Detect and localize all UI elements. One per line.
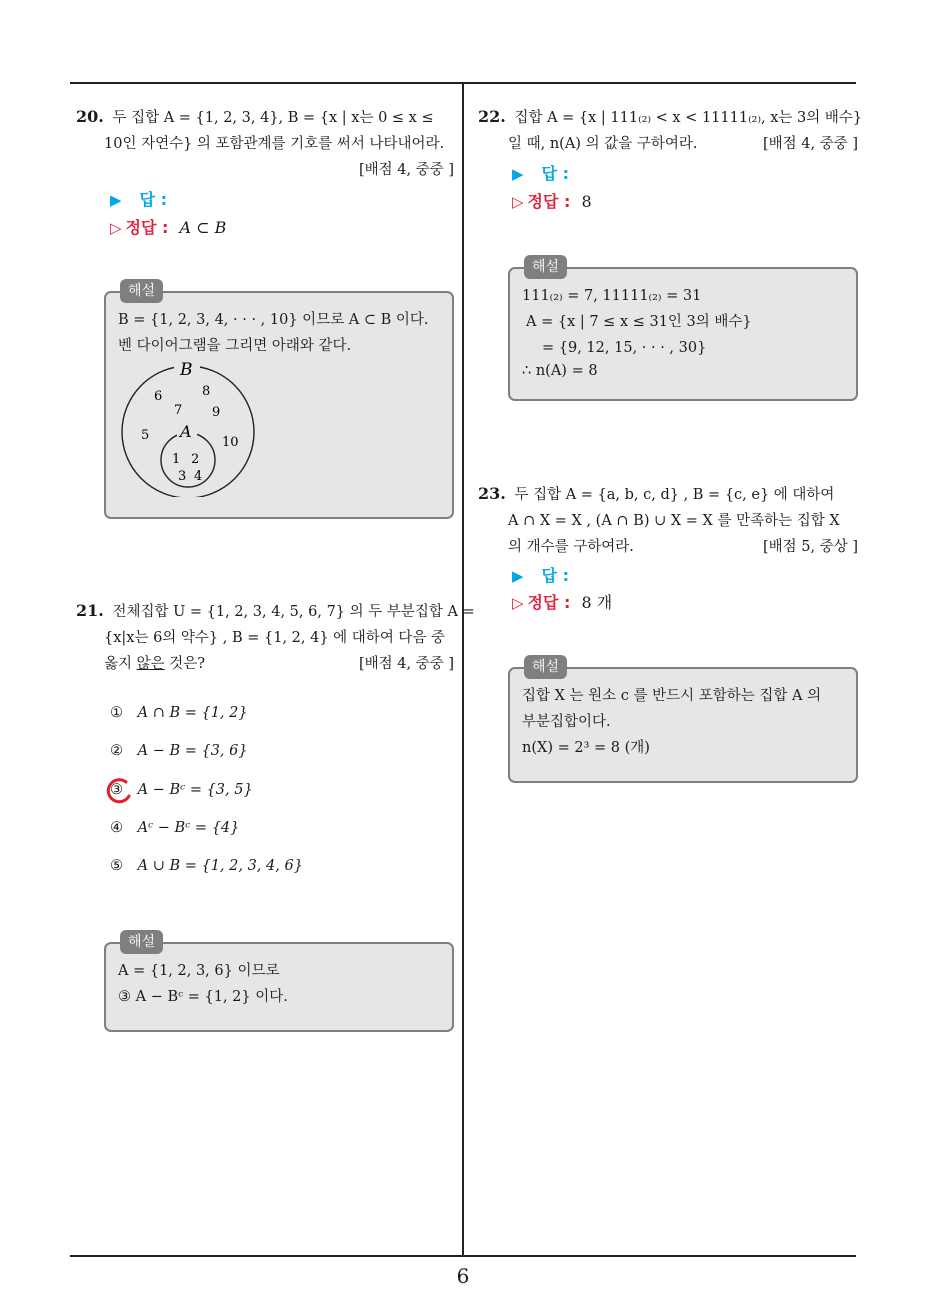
venn-element: 6 [154, 389, 163, 404]
choice-text: Aᶜ − Bᶜ = {4} [137, 820, 240, 836]
q23-exp-line1: 집합 X 는 원소 c 를 반드시 포함하는 집합 A 의 [522, 688, 822, 704]
q21-exp-line2: ③ A − Bᶜ = {1, 2} 이다. [118, 989, 288, 1005]
q21-exp-line1: A = {1, 2, 3, 6} 이므로 [118, 963, 280, 979]
q21-meta: [배점 4, 중중 ] [358, 656, 454, 672]
q23-exp-line3: n(X) = 2³ = 8 (개) [522, 740, 650, 756]
venn-element: 8 [202, 384, 211, 399]
q22-text-1: 집합 A = {x | 111₍₂₎ < x < 11111₍₂₎, x는 3의 배수} [514, 110, 863, 126]
explanation-tag: 해설 [120, 279, 163, 303]
q21-text-3-underlined: 않은 [136, 656, 165, 672]
choice-mark: ④ [110, 820, 123, 836]
q22-line2 [478, 131, 858, 157]
explanation-tag: 해설 [120, 930, 163, 954]
question-22 [478, 104, 863, 157]
choice-text: A − B = {3, 6} [137, 743, 248, 759]
page-number: 6 [456, 1264, 470, 1288]
answer-label: 답 : [541, 164, 569, 183]
correct-label: 정답 : [527, 593, 571, 612]
q21-line1 [76, 598, 475, 625]
q22-explanation-box [508, 259, 858, 401]
q20-text-2: 10인 자연수} 의 포함관계를 기호를 써서 나타내어라. [104, 136, 445, 152]
q21-number: 21. [76, 601, 104, 620]
q21-text-2: {x|x는 6의 약수} , B = {1, 2, 4} 에 대하여 다음 중 [104, 630, 446, 646]
explanation-tag: 해설 [524, 255, 567, 279]
venn-element: 10 [222, 435, 239, 450]
q21-choice-4[interactable] [110, 820, 239, 836]
play-triangle-icon: ▶ [512, 165, 524, 183]
q22-number: 22. [478, 107, 506, 126]
q23-correct-row [512, 589, 612, 617]
answer-label: 답 : [139, 190, 167, 209]
correct-label: 정답 : [125, 218, 169, 237]
q21-choice-1[interactable] [110, 705, 248, 721]
venn-label-a: A [180, 422, 192, 441]
outline-triangle-icon: ▷ [512, 193, 524, 211]
q23-number: 23. [478, 484, 506, 503]
choice-mark: ② [110, 743, 123, 759]
venn-element: 9 [212, 405, 221, 420]
question-23 [478, 481, 858, 560]
venn-element: 2 [191, 452, 200, 467]
choice-mark: ① [110, 705, 123, 721]
q21-text-3b: 것은? [164, 656, 206, 672]
q22-exp-line3: = {9, 12, 15, · · · , 30} [542, 340, 707, 356]
q23-meta: [배점 5, 중상 ] [762, 539, 858, 555]
q22-line1 [478, 104, 863, 131]
q20-correct-answer: A ⊂ B [179, 218, 227, 237]
q20-exp-line2: 벤 다이어그램을 그리면 아래와 같다. [118, 338, 352, 354]
choice-text: A ∪ B = {1, 2, 3, 4, 6} [137, 858, 303, 874]
explanation-tag: 해설 [524, 655, 567, 679]
q20-line1 [76, 104, 454, 131]
q21-explanation-box [104, 934, 454, 1032]
outline-triangle-icon: ▷ [512, 594, 524, 612]
correct-label: 정답 : [527, 192, 571, 211]
q21-choice-2[interactable] [110, 743, 248, 759]
venn-element: 1 [172, 452, 181, 467]
venn-label-b: B [180, 360, 193, 380]
q20-meta: [배점 4, 중중 ] [358, 162, 454, 178]
q20-answer-row [110, 186, 167, 214]
choice-mark: ⑤ [110, 858, 123, 874]
venn-element: 3 [178, 469, 187, 484]
question-21 [76, 598, 475, 677]
q22-meta: [배점 4, 중중 ] [762, 136, 858, 152]
q22-correct-row [512, 188, 592, 216]
q20-exp-line1: B = {1, 2, 3, 4, · · · , 10} 이므로 A ⊂ B 이다. [118, 312, 429, 328]
q21-choice-5[interactable] [110, 858, 303, 874]
q20-number: 20. [76, 107, 104, 126]
q22-exp-line1: 111₍₂₎ = 7, 11111₍₂₎ = 31 [522, 288, 702, 304]
play-triangle-icon: ▶ [110, 191, 122, 209]
q23-correct-answer: 8 개 [581, 593, 613, 612]
venn-inner-circle [161, 433, 215, 487]
venn-diagram [114, 357, 264, 497]
choice-text: A − Bᶜ = {3, 5} [137, 782, 253, 798]
question-20 [76, 104, 454, 183]
choice-text: A ∩ B = {1, 2} [137, 705, 248, 721]
q20-text-1: 두 집합 A = {1, 2, 3, 4}, B = {x | x는 0 ≤ x ≤ [112, 110, 434, 126]
outline-triangle-icon: ▷ [110, 219, 122, 237]
q22-exp-line4: ∴ n(A) = 8 [522, 363, 598, 379]
q21-text-3a: 옳지 [104, 656, 137, 672]
play-triangle-icon: ▶ [512, 567, 524, 585]
column-divider [462, 82, 464, 1257]
q23-text-1: 두 집합 A = {a, b, c, d} , B = {c, e} 에 대하여 [514, 487, 835, 503]
bottom-rule [70, 1255, 856, 1257]
venn-element: 4 [194, 469, 203, 484]
q23-line3 [478, 534, 858, 560]
venn-element: 7 [174, 403, 183, 418]
q23-exp-line2: 부분집합이다. [522, 714, 611, 730]
q20-correct-row [110, 214, 226, 242]
q22-correct-answer: 8 [581, 192, 592, 211]
q22-answer-row [512, 160, 569, 188]
q23-explanation-box [508, 659, 858, 783]
q23-text-3: 의 개수를 구하여라. [508, 539, 634, 555]
venn-element: 5 [141, 428, 150, 443]
choice-mark: ③ [110, 782, 123, 798]
q21-line3 [76, 651, 454, 677]
answer-circle-mark [104, 777, 134, 807]
q22-text-2: 일 때, n(A) 의 값을 구하여라. [508, 136, 698, 152]
q23-answer-row [512, 562, 569, 590]
q20-explanation-box [104, 283, 454, 519]
q21-text-1: 전체집합 U = {1, 2, 3, 4, 5, 6, 7} 의 두 부분집합 A = [112, 604, 475, 620]
q22-exp-line2: A = {x | 7 ≤ x ≤ 31인 3의 배수} [526, 314, 752, 330]
q23-line1 [478, 481, 858, 508]
q23-text-2: A ∩ X = X , (A ∩ B) ∪ X = X 를 만족하는 집합 X [508, 513, 840, 529]
answer-label: 답 : [541, 566, 569, 585]
